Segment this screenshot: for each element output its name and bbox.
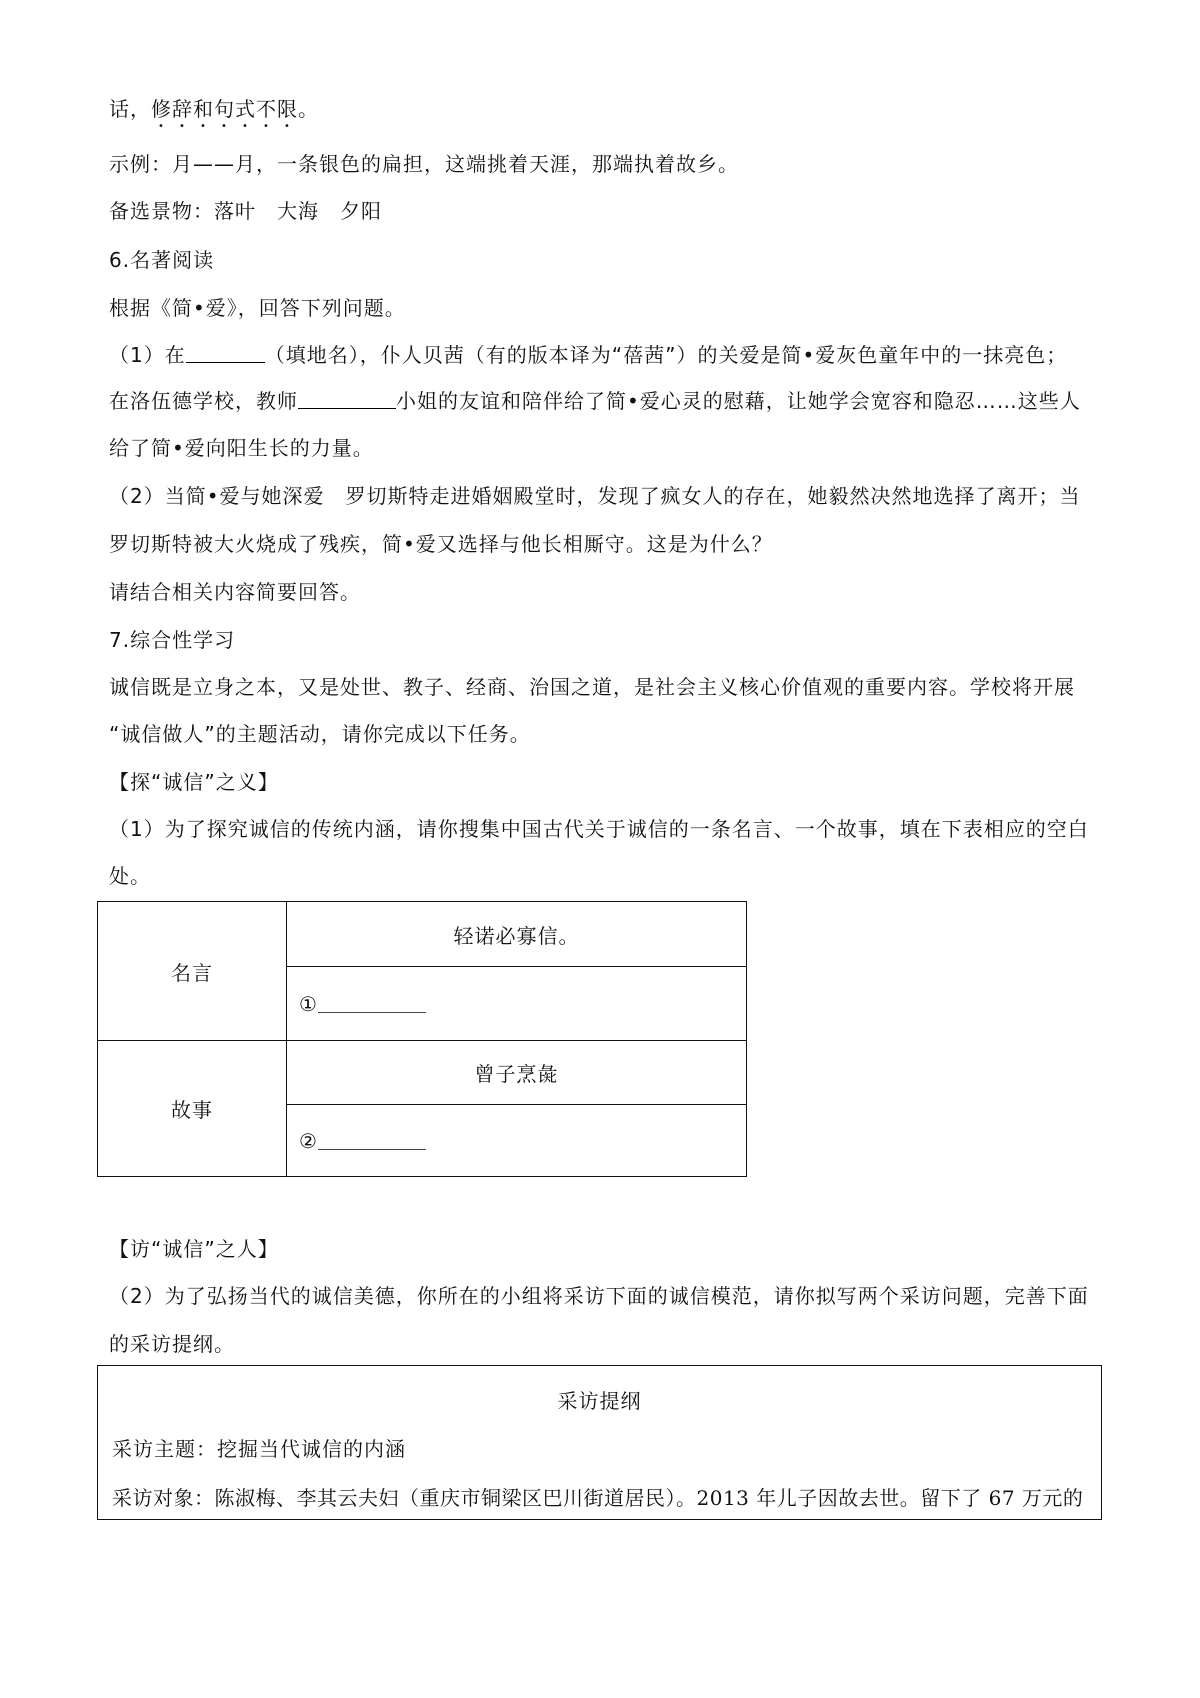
quotes-stories-table [97, 901, 747, 1177]
fill-in-blank [318, 1129, 426, 1150]
q6-sub2-line2: 罗切斯特被大火烧成了残疾，简•爱又选择与他长相厮守。这是为什么？ [109, 532, 773, 556]
q6-sub1-line2-pre: 在洛伍德学校，教师 [109, 389, 298, 413]
part1-line1: （1）为了探究诚信的传统内涵，请你搜集中国古代关于诚信的一条名言、一个故事，填在下表相应的空白 [109, 817, 1089, 841]
category-cell [98, 1041, 287, 1177]
outline-subject: 采访对象：陈淑梅、李其云夫妇（重庆市铜梁区巴川街道居民）。2013 年儿子因故去世。留下了 67 万元的 [112, 1486, 1084, 1510]
category-label: 故事 [171, 1098, 213, 1122]
fill-in-blank [186, 340, 265, 363]
q7-intro-line2: “诚信做人”的主题活动，请你完成以下任务。 [109, 722, 531, 746]
category-cell [98, 902, 287, 1041]
q6-sub1-line1 [109, 340, 1067, 370]
part1-title: 【探“诚信”之义】 [109, 770, 279, 794]
part2-line2: 的采访提纲。 [109, 1332, 235, 1356]
q6-sub1-line1-post: （填地名），仆人贝茜（有的版本译为“蓓茜”）的关爱是简•爱灰色童年中的一抹亮色； [264, 343, 1068, 367]
table-row [98, 1041, 747, 1105]
q7-heading: 7.综合性学习 [109, 628, 236, 652]
options-line: 备选景物：落叶 大海 夕阳 [109, 199, 382, 223]
answer-cell [287, 1105, 747, 1177]
q6-prompt: 根据《简•爱》，回答下列问题。 [109, 296, 406, 320]
q6-sub1-line2 [109, 386, 1081, 416]
answer-marker: ① [299, 991, 318, 1016]
instruction-line [109, 94, 319, 124]
instruction-pre: 话， [109, 97, 151, 121]
q6-sub2-line3: 请结合相关内容简要回答。 [109, 580, 361, 604]
example-cell [287, 1041, 747, 1105]
table-row [98, 902, 747, 967]
outline-title: 采访提纲 [557, 1389, 642, 1413]
answer-marker: ② [299, 1128, 318, 1153]
part1-line2: 处。 [109, 864, 151, 888]
emphasized-requirement: 修辞和句式不限 [151, 97, 298, 121]
q6-heading: 6.名著阅读 [109, 248, 215, 272]
example-cell [287, 902, 747, 967]
part2-title: 【访“诚信”之人】 [109, 1237, 279, 1261]
q7-intro-line1: 诚信既是立身之本，又是处世、教子、经商、治国之道，是社会主义核心价值观的重要内容。学校将开展 [109, 675, 1075, 699]
example-story: 曾子烹彘 [474, 1062, 559, 1086]
q6-sub1-line2-post: 小姐的友谊和陪伴给了简•爱心灵的慰藉，让她学会宽容和隐忍……这些人 [396, 389, 1081, 413]
example-quote: 轻诺必寡信。 [453, 923, 580, 948]
q6-sub1-line1-pre: （1）在 [109, 343, 186, 367]
interview-outline-box [97, 1365, 1102, 1520]
q6-sub2-line1: （2）当简•爱与她深爱 罗切斯特走进婚姻殿堂时，发现了疯女人的存在，她毅然决然地选择了离开；当 [109, 484, 1081, 508]
answer-cell [287, 967, 747, 1041]
outline-topic: 采访主题：挖掘当代诚信的内涵 [112, 1437, 406, 1461]
part2-line1: （2）为了弘扬当代的诚信美德，你所在的小组将采访下面的诚信模范，请你拟写两个采访问题，完善下面 [109, 1284, 1089, 1308]
example-line: 示例：月——月，一条银色的扁担，这端挑着天涯，那端执着故乡。 [109, 152, 739, 176]
q6-sub1-line3: 给了简•爱向阳生长的力量。 [109, 436, 374, 460]
fill-in-blank [298, 386, 396, 409]
instruction-post: 。 [298, 97, 319, 121]
category-label: 名言 [171, 960, 213, 985]
fill-in-blank [318, 992, 426, 1013]
